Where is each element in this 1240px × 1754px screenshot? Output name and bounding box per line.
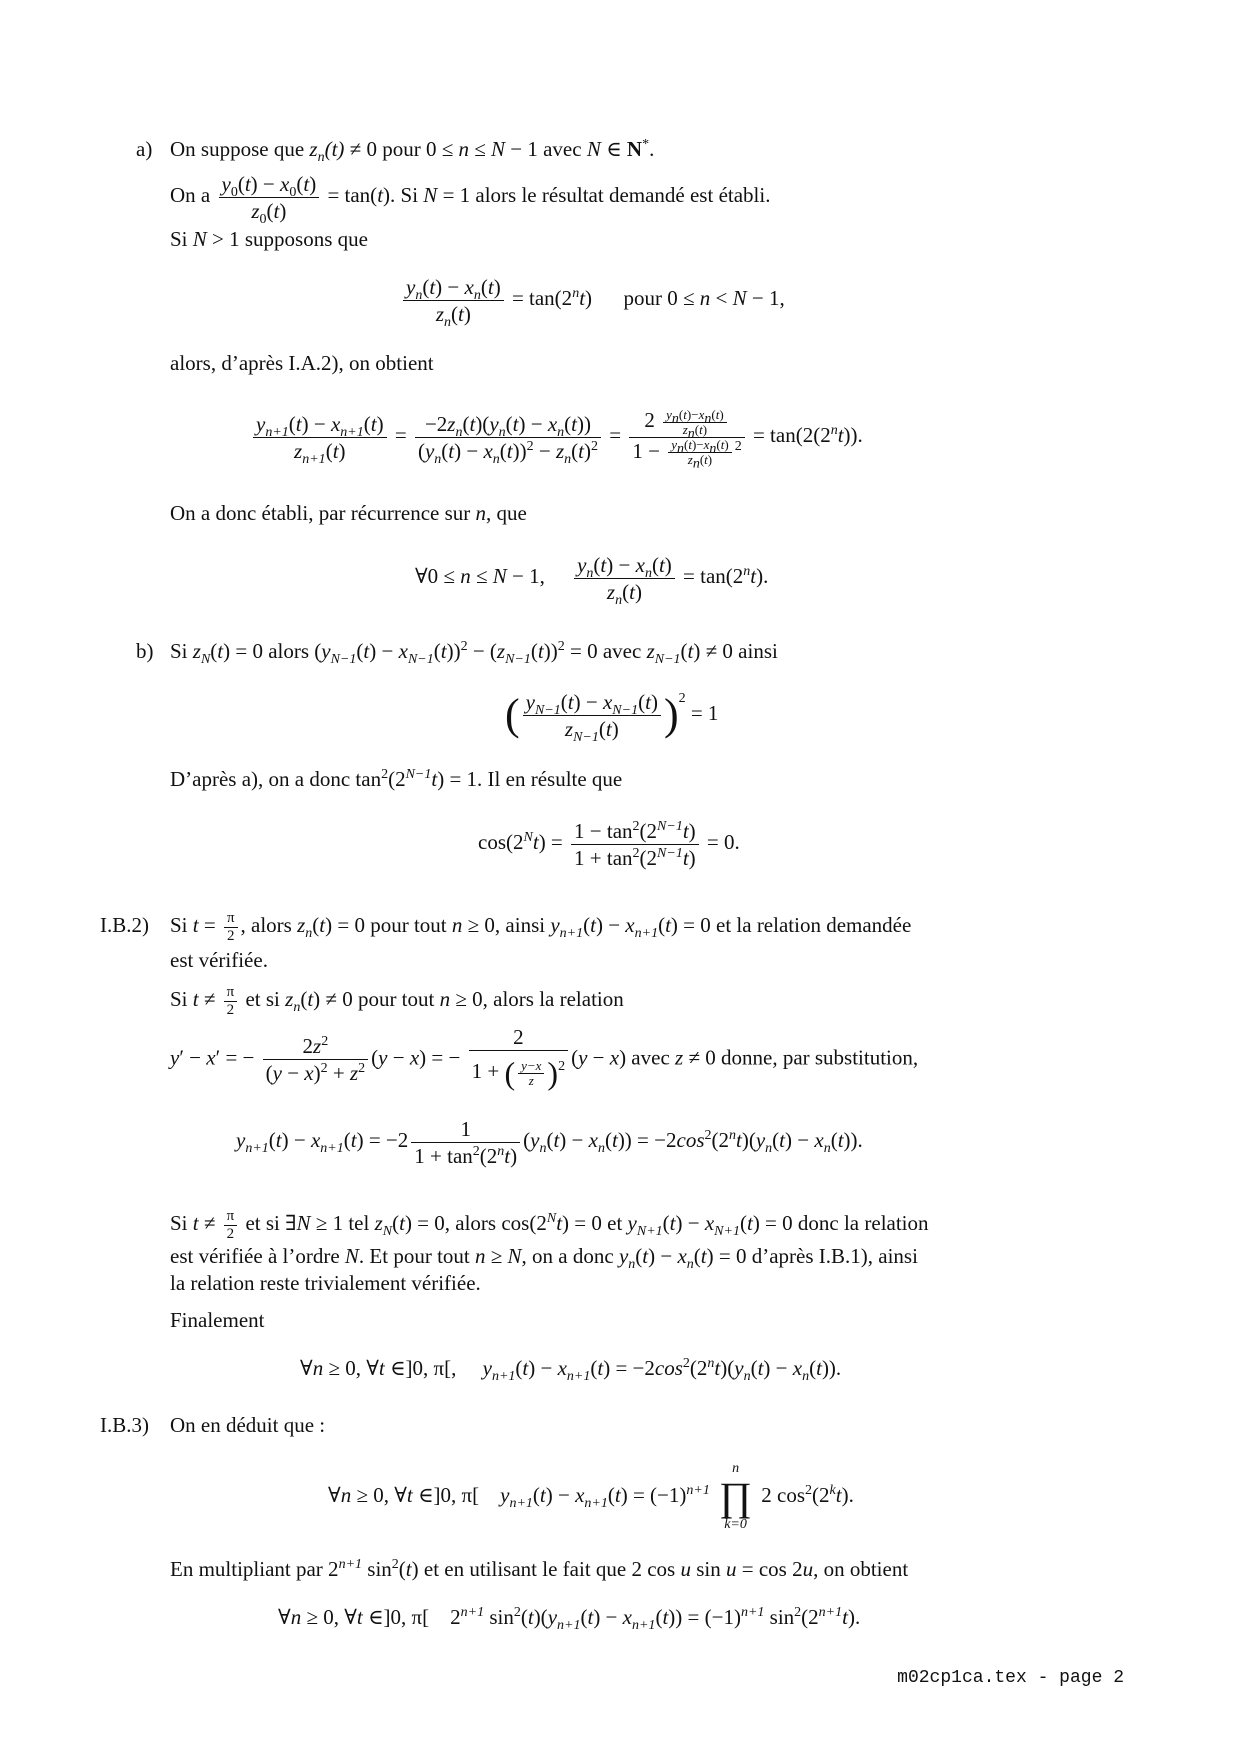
ib2-line-8: Finalement <box>170 1308 265 1332</box>
ib2-line-4: y′ − x′ = − $\frac{2z^2}{(y - x)^2 + z^2}$ (y − x) = − 2 1 + ( $\frac{y-x}{z}$ )$^2$ (y − x) avec z ≠ 0 donne, par substitution, <box>170 1025 919 1091</box>
part-b-line-2: D’après a), on a donc $\tan^2(2^{N-1}t) = 1$. Il en résulte que <box>170 767 623 791</box>
ib2-line-2: est vérifiée. <box>170 948 268 972</box>
part-b-line-1: Si $z_N(t) = 0$ alors $(y_{N-1}(t) - x_{N-1}(t))^2 - (z_{N-1}(t))^2 = 0$ avec $z_{N-1}(t) \ne 0$ ainsi <box>170 639 778 668</box>
item-label-b: b) <box>136 639 154 663</box>
ib2-line-5: Si t ≠ $\frac{\pi}{2}$ et si ∃N ≥ 1 tel $z_N(t) = 0$, alors $\cos(2^Nt) = 0$ et $y_{N+1}(t) - x_{N+1}(t) = 0$ donc la relation <box>170 1207 929 1242</box>
part-a-line-2: On a $\frac{y_0(t) - x_0(t)}{z_0(t)}$ = tan(t). Si N = 1 alors le résultat demandé est établi. <box>170 171 771 227</box>
part-a-equation-3: ∀0 ≤ n ≤ N − 1, $\frac{y_n(t) - x_n(t)}{z_n(t)}$ = $\tan(2^nt)$. <box>415 552 769 608</box>
ib2-line-3: Si t ≠ $\frac{\pi}{2}$ et si $z_n(t) \ne 0$ pour tout n ≥ 0, alors la relation <box>170 983 624 1018</box>
part-a-line-5: On a donc établi, par récurrence sur n, que <box>170 501 527 525</box>
ib3-line-1: On en déduit que : <box>170 1413 326 1437</box>
section-label-ib3: I.B.3) <box>100 1413 149 1437</box>
part-a-equation-1: $\frac{y_n(t) - x_n(t)}{z_n(t)}$ = $\tan(2^nt)$ pour 0 ≤ n < N − 1, <box>400 268 785 328</box>
part-a-line-4: alors, d’après I.A.2), on obtient <box>170 351 434 375</box>
part-a-line-1: On suppose que $z_n(t) \ne 0$ pour 0 ≤ n ≤ N − 1 avec N ∈ N*. <box>170 137 655 166</box>
section-label-ib2: I.B.2) <box>100 913 149 937</box>
ib2-equation-1: $y_{n+1}(t) - x_{n+1}(t) = -2$ $\frac{1}{1 + \tan^2(2^nt)}$ $(y_n(t) - x_n(t)) = -2\cos^2(2^nt)(y_n(t) - x_n(t))$. <box>236 1116 863 1168</box>
ib2-line-6: est vérifiée à l’ordre N. Et pour tout n ≥ N, on a donc $y_n(t) - x_n(t) = 0$ d’après I.B.1), ainsi <box>170 1244 918 1273</box>
page-footer: m02cp1ca.tex - page 2 <box>897 1668 1124 1688</box>
ib3-equation-2: ∀n ≥ 0, ∀t ∈]0, π[ $2^{n+1}$ $\sin^2(t)(y_{n+1}(t) - x_{n+1}(t)) = (-1)^{n+1}$ $\sin^2(2^{n+1}t)$. <box>278 1605 861 1634</box>
part-b-equation-2: $\cos(2^Nt)$ = $\frac{1 - \tan^2(2^{N-1}t)}{1 + \tan^2(2^{N-1}t)}$ = 0. <box>478 818 740 870</box>
part-a-line-3: Si N > 1 supposons que <box>170 227 368 251</box>
item-label-a: a) <box>136 137 153 161</box>
part-a-equation-2: $\frac{y_{n+1}(t) - x_{n+1}(t)}{z_{n+1}(t)}$ = $\frac{-2z_n(t)(y_n(t) - x_n(t))}{(y_n(t) - x_n(t))^2 - z_n(t)^2}$ = 2 $\frac{y_n(t)-x_n(t)}{z_n(t)}$ 1 − $\frac{y_n(t)-x_n(t)}{z_n(t)}$ $^2$ = $\tan(2(2^nt))$. <box>250 400 863 470</box>
ib2-line-1: Si t = $\frac{\pi}{2}$ , alors $z_n(t) = 0$ pour tout n ≥ 0, ainsi $y_{n+1}(t) - x_{n+1}(t) = 0$ et la relation demandée <box>170 909 912 944</box>
ib2-line-7: la relation reste trivialement vérifiée. <box>170 1271 481 1295</box>
part-b-equation-1: ( $\frac{y_{N-1}(t) - x_{N-1}(t)}{z_{N-1}(t)}$ )$^2$ = 1 <box>505 689 719 745</box>
ib3-line-2: En multipliant par $2^{n+1}$ $\sin^2(t)$ et en utilisant le fait que 2 cos u sin u = cos 2u, on obtient <box>170 1557 909 1581</box>
ib3-equation-1: ∀n ≥ 0, ∀t ∈]0, π[ $y_{n+1}(t) - x_{n+1}(t) = (-1)^{n+1}$ n ∏ k=0 2 $\cos^2(2^kt)$. <box>328 1461 854 1533</box>
ib2-equation-2: ∀n ≥ 0, ∀t ∈]0, π[, $y_{n+1}(t) - x_{n+1}(t) = -2\cos^2(2^nt)(y_n(t) - x_n(t))$. <box>300 1356 842 1385</box>
